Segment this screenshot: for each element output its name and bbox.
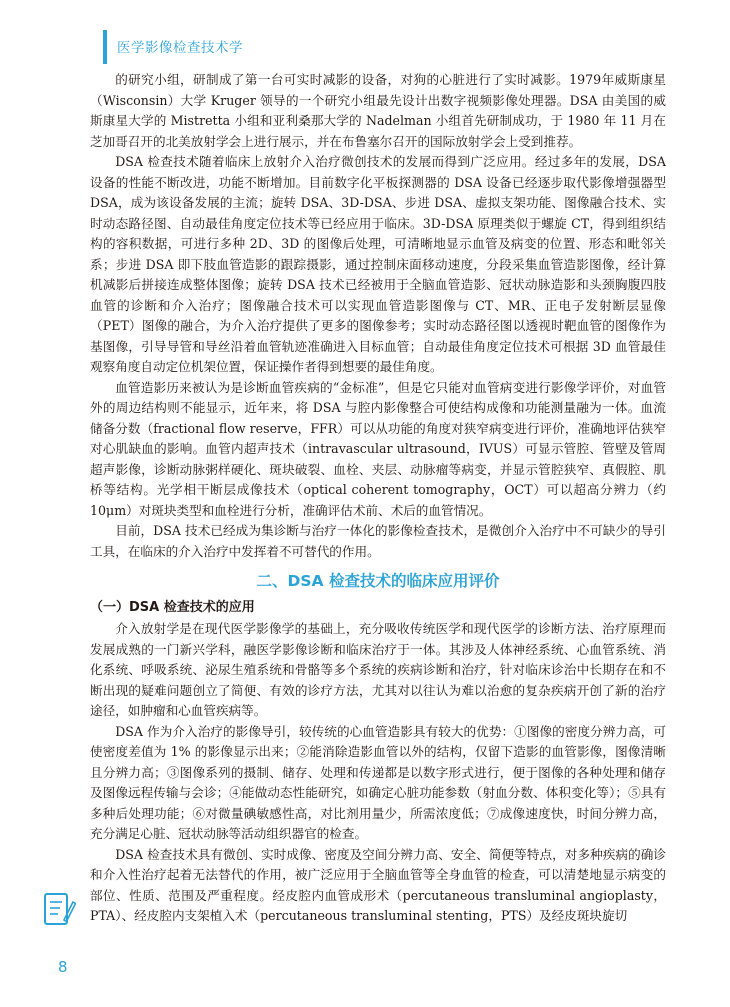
paragraph: 的研究小组，研制成了第一台可实时减影的设备，对狗的心脏进行了实时减影。1979年威斯康星（Wisconsin）大学 Kruger 领导的一个研究小组最先设计出数字视频影像处理器。DSA 由美国的威斯康星大学的 Mistretta 小组和亚利桑那大学的 Nadelman 小组首先研制成功，于 1980 年 11 月在芝加哥召开的北美放射学会上进行展示，并在布鲁塞尔召开的国际放射学会上受到推荐。 (90, 72, 666, 149)
paragraph: 血管造影历来被认为是诊断血管疾病的“金标准”，但是它只能对血管病变进行影像学评价，对血管外的周边结构则不能显示，近年来，将 DSA 与腔内影像整合可使结构成像和功能测量融为一体。血流储备分数（fractional flow reserve，FFR）可以从功能的角度对狭窄病变进行评价，准确地评估狭窄对心肌缺血的影响。血管内超声技术（intravascular ultrasound，IVUS）可显示管腔、管壁及管周超声影像，诊断动脉粥样硬化、斑块破裂、血栓、夹层、动脉瘤等病变，并显示管腔狭窄、真假腔、肌桥等结构。光学相干断层成像技术（optical coherent tomography，OCT）可以超高分辨力（约 10μm）对斑块类型和血栓进行分析，准确评估术前、术后的血管情况。 (90, 379, 666, 518)
paragraph: DSA 检查技术具有微创、实时成像、密度及空间分辨力高、安全、简便等特点，对多种疾病的确诊和介入性治疗起着无法替代的作用，被广泛应用于全脑血管等全身血管的检查，可以清楚地显示病变的部位、性质、范围及严重程度。经皮腔内血管成形术（percutaneous transluminal angioplasty，PTA）、经皮腔内支架植入术（percutaneous transluminal stenting，PTS）及经皮斑块旋切 (90, 846, 666, 923)
running-header-title: 医学影像检查技术学 (117, 40, 243, 56)
book-pencil-icon (42, 890, 76, 930)
paragraph: DSA 检查技术随着临床上放射介入治疗微创技术的发展而得到广泛应用。经过多年的发展，DSA 设备的性能不断改进，功能不断增加。目前数字化平板探测器的 DSA 设备已经逐步取代影像增强器型 DSA，成为该设备发展的主流；旋转 DSA、3D-DSA、步进 DSA、虚拟支架功能、图像融合技术、实时动态路径图、自动最佳角度定位技术等已经应用于临床。3D-DSA 原理类似于螺旋 CT，得到组织结构的容积数据，可进行多种 2D、3D 的图像后处理，可清晰地显示血管及病变的位置、形态和毗邻关系；步进 DSA 即下肢血管造影的跟踪摄影，通过控制床面移动速度，分段采集血管造影图像，经计算机减影后拼接连成整体图像；旋转 DSA 技术已经被用于全脑血管造影、冠状动脉造影和头颈胸腹四肢血管的诊断和介入治疗；图像融合技术可以实现血管造影图像与 CT、MR、正电子发射断层显像（PET）图像的融合，为介入治疗提供了更多的图像参考；实时动态路径图以透视时靶血管的图像作为基图像，引导导管和导丝沿着血管轨迹准确进入目标血管；自动最佳角度定位技术可根据 3D 血管最佳观察角度自动定位机架位置，保证操作者得到想要的最佳角度。 (90, 154, 666, 374)
paragraph: 介入放射学是在现代医学影像学的基础上，充分吸收传统医学和现代医学的诊断方法、治疗原理而发展成熟的一门新兴学科，融医学影像诊断和临床治疗于一体。其涉及人体神经系统、心血管系统、消化系统、呼吸系统、泌尿生殖系统和骨骼等多个系统的疾病诊断和治疗，针对临床诊治中长期存在和不断出现的疑难问题创立了简便、有效的诊疗方法，尤其对以往认为难以治愈的复杂疾病开创了新的治疗途径，如肿瘤和心血管疾病等。 (90, 621, 666, 718)
paragraph: 目前，DSA 技术已经成为集诊断与治疗一体化的影像检查技术，是微创介入治疗中不可缺少的导引工具，在临床的介入治疗中发挥着不可替代的作用。 (90, 523, 666, 559)
section-heading: 二、DSA 检查技术的临床应用评价 (256, 572, 500, 590)
header-accent-bar (103, 30, 107, 64)
paragraph: DSA 作为介入治疗的影像导引，较传统的心血管造影具有较大的优势：①图像的密度分辨力高，可使密度差值为 1% 的影像显示出来；②能消除造影血管以外的结构，仅留下造影的血管影像，图像清晰且分辨力高；③图像系列的摄制、储存、处理和传递都是以数字形式进行，便于图像的各种处理和储存及图像远程传输与会诊；④能做动态性能研究，如确定心脏功能参数（射血分数、体积变化等）；⑤具有多种后处理功能；⑥对微量碘敏感性高，对比剂用量少，所需浓度低；⑦成像速度快，时间分辨力高，充分满足心脏、冠状动脉等活动组织器官的检查。 (90, 723, 666, 841)
subsection-heading: （一）DSA 检查技术的应用 (90, 600, 255, 615)
page-body (90, 70, 666, 927)
page-number: 8 (58, 958, 68, 976)
